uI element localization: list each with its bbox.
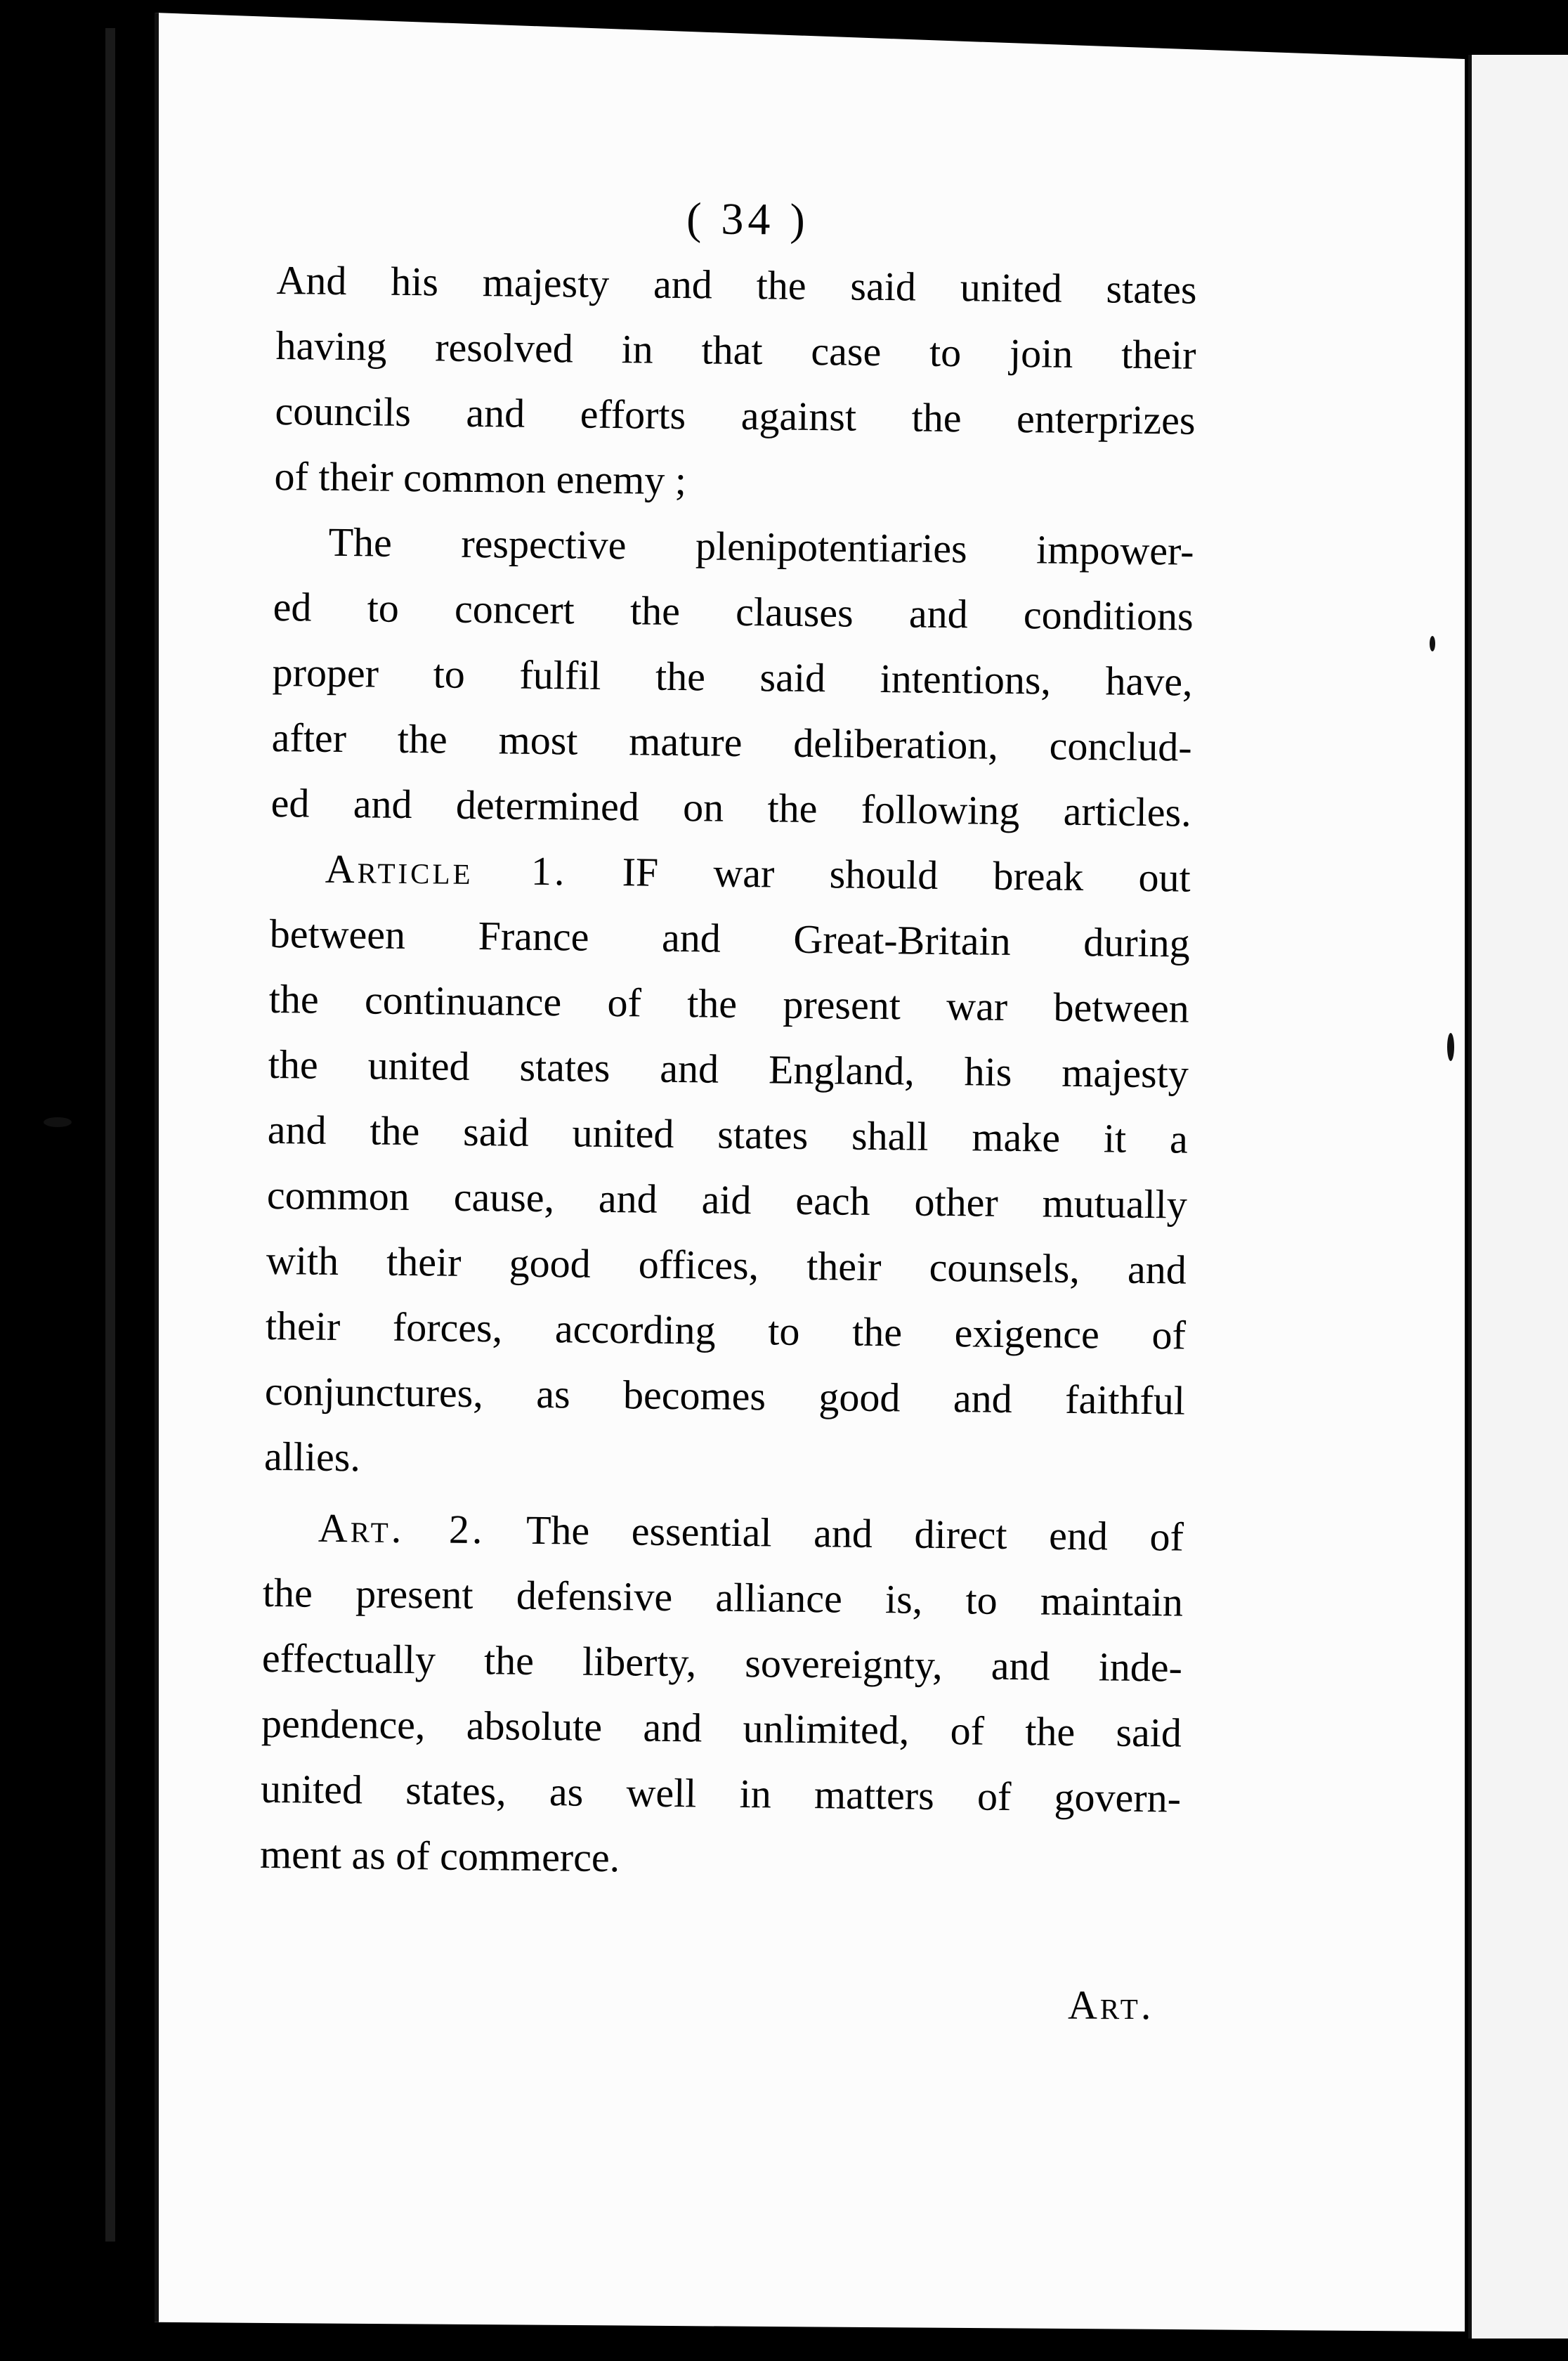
text-line: common cause, and aid each other mutually	[266, 1171, 1188, 1228]
text-line: And his majesty and the said united states	[276, 256, 1197, 313]
text-line: united states, as well in matters of govern-	[260, 1765, 1182, 1821]
text-line: ed to concert the clauses and conditions	[273, 583, 1194, 639]
text-line: after the most mature deliberation, conclud-	[271, 714, 1193, 770]
article-2	[260, 1495, 1184, 1897]
text-line: conjunctures, as becomes good and faithful	[264, 1367, 1186, 1424]
text-line: ment as of commerce.	[259, 1830, 620, 1881]
text-line: the united states and England, his majesty	[268, 1041, 1189, 1097]
text-line	[270, 835, 1191, 911]
article-text: The essential and direct end of	[525, 1507, 1184, 1560]
text-line: allies.	[263, 1433, 361, 1481]
catchword: Art.	[1068, 1982, 1154, 2028]
article-1	[264, 835, 1191, 1499]
text-line: The respective plenipotentiaries impower-	[328, 519, 1194, 574]
paragraph-2	[270, 509, 1194, 845]
adjacent-page-edge	[1468, 55, 1568, 2339]
text-line: ed and determined on the following articles.	[270, 779, 1192, 835]
text-line: councils and efforts against the enterprizes	[275, 387, 1196, 443]
text-line: having resolved in that case to join their	[275, 322, 1196, 378]
text-line: the present defensive alliance is, to maintain	[262, 1569, 1184, 1625]
text-line: pendence, absolute and unlimited, of the said	[261, 1700, 1182, 1756]
text-line: of their common enemy ;	[274, 453, 687, 504]
page-text	[260, 183, 1198, 1897]
binding-shadow	[105, 28, 115, 2242]
text-line: the continuance of the present war between	[268, 975, 1190, 1032]
margin-mark	[1430, 636, 1435, 651]
article-heading: Art. 2.	[318, 1504, 485, 1553]
text-line	[263, 1495, 1184, 1570]
margin-mark	[1447, 1033, 1454, 1061]
article-text: IF war should break out	[622, 849, 1191, 901]
text-line: between France and Great-Britain during	[269, 910, 1191, 966]
text-line: proper to fulfil the said intentions, have,	[272, 649, 1193, 705]
margin-mark	[44, 1117, 72, 1127]
paragraph-1	[274, 247, 1197, 519]
text-line: and the said united states shall make it a	[267, 1106, 1189, 1162]
page-number: ( 34 )	[686, 193, 810, 245]
article-heading: Article 1.	[325, 845, 568, 895]
text-line: with their good offices, their counsels, and	[266, 1237, 1187, 1293]
text-line: effectually the liberty, sovereignty, and inde-	[261, 1634, 1183, 1691]
text-line: their forces, according to the exigence of	[265, 1302, 1187, 1358]
